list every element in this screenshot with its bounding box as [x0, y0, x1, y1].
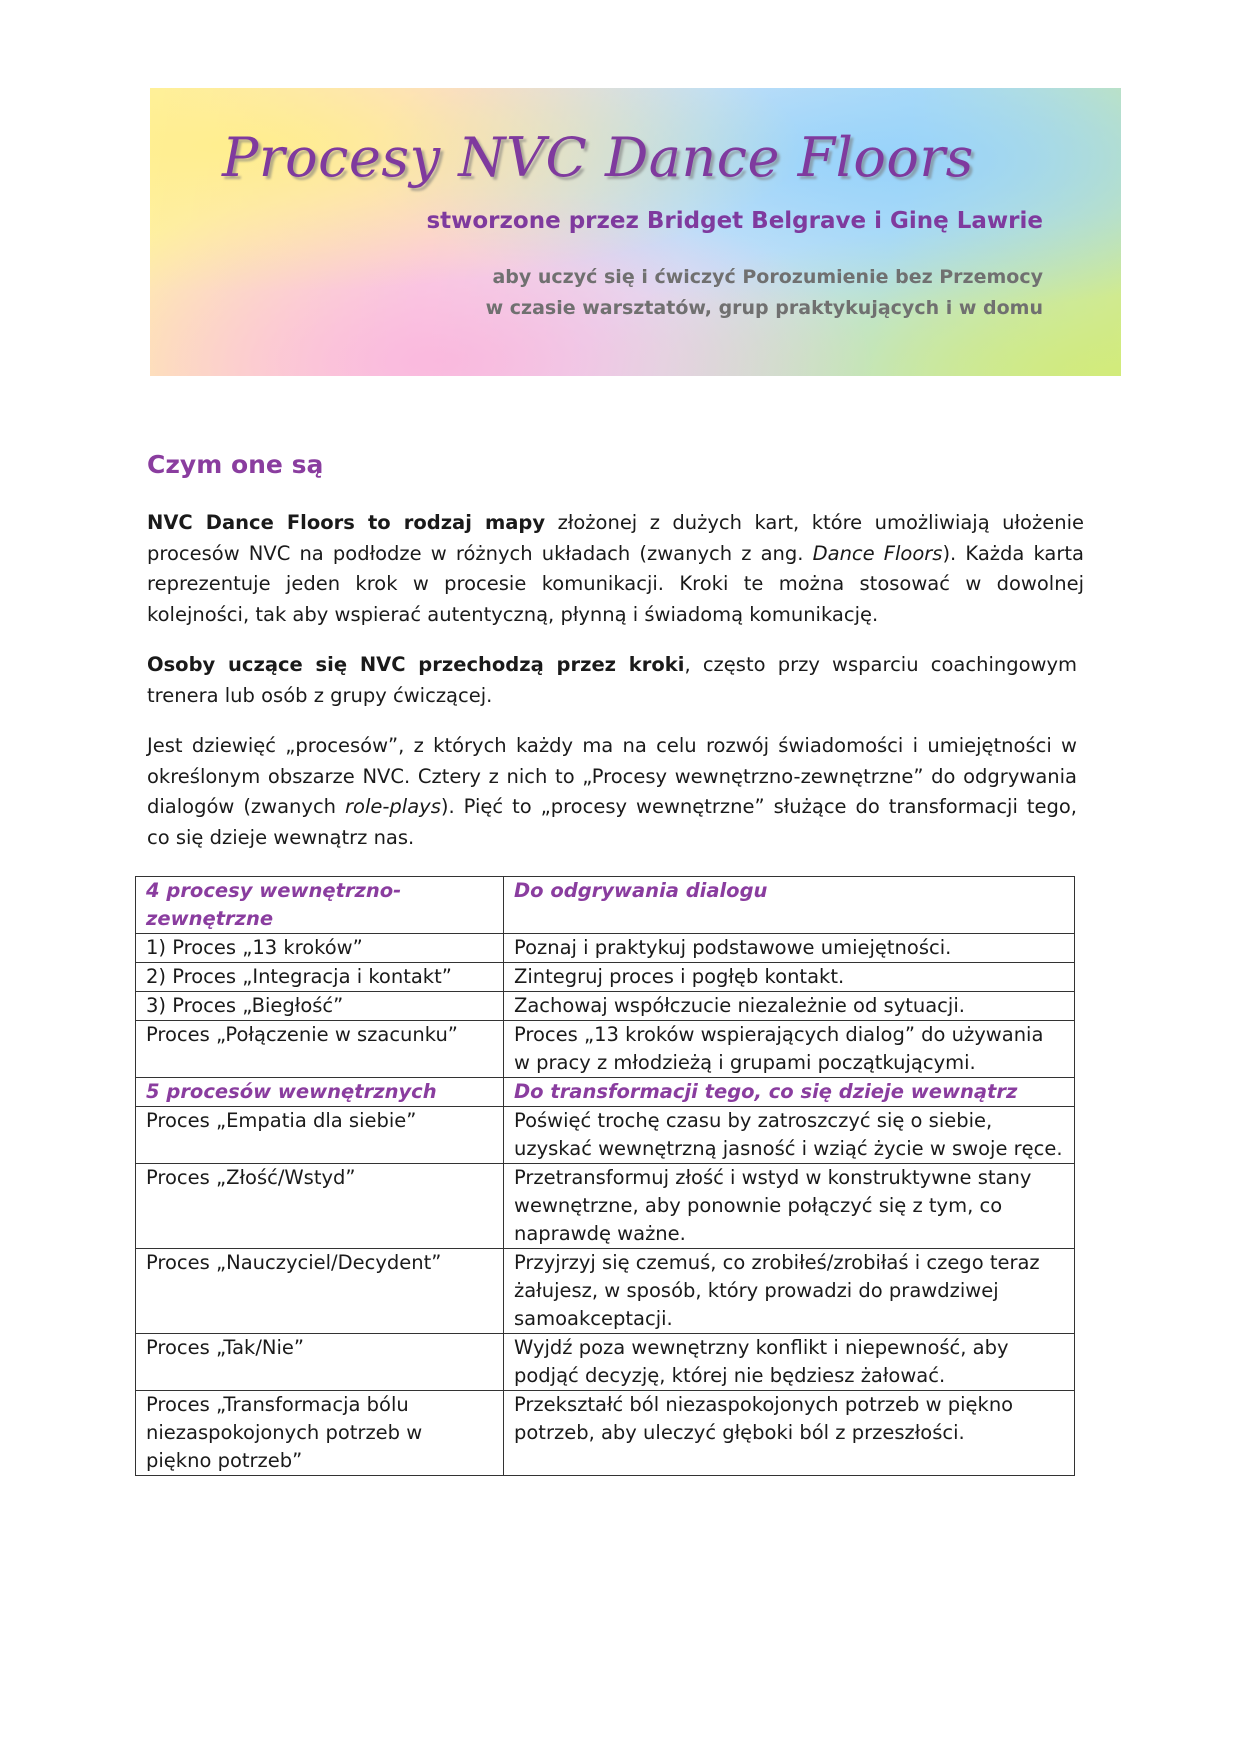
section-heading: Czym one są — [147, 450, 324, 479]
table-row — [136, 992, 1075, 1021]
group1-header-left: 4 procesy wewnętrzno-zewnętrzne — [136, 877, 504, 934]
process-description: Proces „13 kroków wspierających dialog” do używania w pracy z młodzieżą i grupami początkującymi. — [504, 1021, 1075, 1078]
process-description: Przyjrzyj się czemuś, co zrobiłeś/zrobiłaś i czego teraz żałujesz, w sposób, który prowadzi do prawdziwej samoakceptacji. — [504, 1249, 1075, 1334]
banner-subtitle: stworzone przez Bridget Belgrave i Ginę Lawrie — [426, 208, 1043, 234]
group2-header-left: 5 procesów wewnętrznych — [136, 1078, 504, 1107]
banner-purpose — [486, 262, 1043, 324]
group2-header-right: Do transformacji tego, co się dzieje wewnątrz — [504, 1078, 1075, 1107]
table-row — [136, 963, 1075, 992]
paragraph3-text-a: Jest dziewięć „procesów”, z których każdy ma na celu rozwój świadomości i umiejętności w określonym obszarze NVC. Cztery z nich to „Procesy wewnętrzno-zewnętrzne” do odgrywania dialogów (zwanych — [147, 734, 1077, 818]
process-name: Proces „Tak/Nie” — [136, 1334, 504, 1391]
process-table — [135, 876, 1075, 1476]
process-description: Zachowaj współczucie niezależnie od sytuacji. — [504, 992, 1075, 1021]
process-name: 2) Proces „Integracja i kontakt” — [136, 963, 504, 992]
process-name: Proces „Transformacja bólu niezaspokojonych potrzeb w piękno potrzeb” — [136, 1391, 504, 1476]
process-name: Proces „Połączenie w szacunku” — [136, 1021, 504, 1078]
process-name: Proces „Empatia dla siebie” — [136, 1107, 504, 1164]
table-row — [136, 1249, 1075, 1334]
table-row — [136, 1164, 1075, 1249]
paragraph2-bold: Osoby uczące się NVC przechodzą przez kroki — [147, 653, 685, 676]
table-group-header — [136, 877, 1075, 934]
banner-purpose-line1: aby uczyć się i ćwiczyć Porozumienie bez Przemocy — [492, 266, 1043, 288]
process-description: Przetransformuj złość i wstyd w konstruktywne stany wewnętrzne, aby ponownie połączyć się z tym, co naprawdę ważne. — [504, 1164, 1075, 1249]
title-banner — [150, 88, 1121, 376]
banner-purpose-line2: w czasie warsztatów, grup praktykujących i w domu — [485, 297, 1043, 319]
table-row — [136, 1334, 1075, 1391]
table-row — [136, 934, 1075, 963]
banner-title: Procesy NVC Dance Floors — [222, 126, 974, 189]
process-description: Przekształć ból niezaspokojonych potrzeb w piękno potrzeb, aby uleczyć głęboki ból z przeszłości. — [504, 1391, 1075, 1476]
process-description: Poświęć trochę czasu by zatroszczyć się o siebie, uzyskać wewnętrzną jasność i wziąć życie w swoje ręce. — [504, 1107, 1075, 1164]
table-row — [136, 1107, 1075, 1164]
table-row — [136, 1391, 1075, 1476]
paragraph3-text-b: ). Pięć to „procesy wewnętrzne” służące do transformacji tego, co się dzieje wewnątrz nas. — [147, 795, 1078, 849]
table-group-header — [136, 1078, 1075, 1107]
process-description: Poznaj i praktykuj podstawowe umiejętności. — [504, 934, 1075, 963]
process-name: 1) Proces „13 kroków” — [136, 934, 504, 963]
intro-paragraph-1 — [147, 508, 1084, 630]
paragraph3-italic: role-plays — [345, 795, 441, 818]
process-name: Proces „Nauczyciel/Decydent” — [136, 1249, 504, 1334]
intro-paragraph-3 — [147, 731, 1077, 853]
paragraph1-bold: NVC Dance Floors to rodzaj mapy — [147, 511, 546, 534]
paragraph1-text-a: złożonej z dużych kart, które umożliwiają ułożenie procesów NVC na podłodze w różnych układach (zwanych z ang. — [147, 511, 1084, 565]
process-name: Proces „Złość/Wstyd” — [136, 1164, 504, 1249]
process-description: Wyjdź poza wewnętrzny konflikt i niepewność, aby podjąć decyzję, której nie będziesz żałować. — [504, 1334, 1075, 1391]
paragraph1-italic: Dance Floors — [812, 541, 943, 565]
paragraph2-text: , często przy wsparciu coachingowym trenera lub osób z grupy ćwiczącej. — [147, 653, 1078, 707]
process-description: Zintegruj proces i pogłęb kontakt. — [504, 963, 1075, 992]
intro-paragraph-2 — [147, 650, 1077, 711]
table-row — [136, 1021, 1075, 1078]
group1-header-right: Do odgrywania dialogu — [504, 877, 1075, 934]
paragraph1-text-b: ). Każda karta reprezentuje jeden krok w procesie komunikacji. Kroki te można stosować w dowolnej kolejności, tak aby wspierać autentyczną, płynną i świadomą komunikację. — [147, 541, 1084, 626]
process-name: 3) Proces „Biegłość” — [136, 992, 504, 1021]
